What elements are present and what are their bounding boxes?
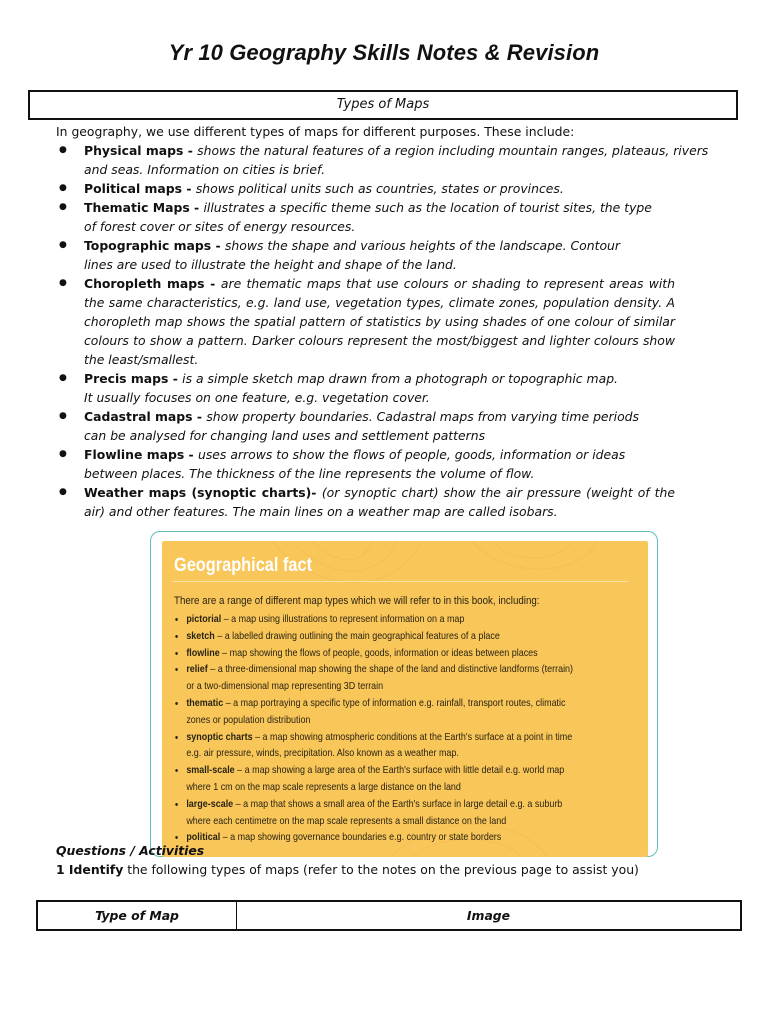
section-heading-box — [28, 90, 738, 120]
term: Choropleth maps - — [84, 276, 221, 291]
list-item-thematic-maps — [56, 198, 675, 236]
map-types-list — [56, 141, 756, 521]
description: – a map portraying a specific type of information e.g. rainfall, transport routes, climatic — [223, 697, 566, 709]
description: – a map showing a large area of the Earth's surface with little detail e.g. world map — [234, 765, 565, 777]
fact-item-pictorial — [174, 612, 632, 629]
fact-item-sketch — [174, 629, 632, 646]
description: or a two-dimensional map representing 3D terrain — [186, 681, 384, 693]
description: show property boundaries. Cadastral maps from varying time periods — [206, 409, 639, 424]
description: – a map showing atmospheric conditions at the Earth's surface at a point in time — [252, 731, 573, 743]
description: shows the natural features of a region including mountain ranges, plateaus, rivers — [197, 143, 709, 158]
description: uses arrows to show the flows of people, goods, information or ideas — [198, 447, 626, 462]
fact-item-flowline — [174, 646, 632, 663]
table-header-type-of-map: Type of Map — [38, 902, 237, 929]
description: zones or population distribution — [186, 714, 311, 726]
description: where 1 cm on the map scale represents a large distance on the land — [186, 781, 461, 793]
question-1-keyword: 1 Identify — [56, 862, 124, 877]
term: Cadastral maps - — [84, 409, 207, 424]
fact-item-large-scale — [174, 797, 632, 831]
description: – a map that shows a small area of the Earth's surface in large detail e.g. a suburb — [233, 798, 563, 810]
geographical-fact-box — [162, 541, 648, 857]
list-item-choropleth-maps — [56, 274, 675, 369]
map-types-table — [36, 900, 742, 931]
term: political — [186, 832, 221, 844]
list-item-flowline-maps — [56, 445, 675, 483]
table-header-image: Image — [466, 908, 511, 923]
description: is a simple sketch map drawn from a photograph or topographic map. — [182, 371, 618, 386]
term: small-scale — [186, 765, 235, 777]
description: – a labelled drawing outlining the main geographical features of a place — [214, 630, 500, 642]
fact-item-relief — [174, 662, 632, 696]
term: synoptic charts — [186, 731, 253, 743]
description: – a map showing governance boundaries e.g. country or state borders — [220, 832, 502, 844]
term: Physical maps - — [84, 143, 198, 158]
term: sketch — [186, 630, 215, 642]
fact-box-list — [174, 612, 648, 847]
fact-item-thematic — [174, 696, 632, 730]
list-item-physical-maps — [56, 141, 752, 179]
description: illustrates a specific theme such as the location of tourist sites, the type — [203, 200, 652, 215]
fact-box-intro: There are a range of different map types which we will refer to in this book, including: — [174, 595, 540, 607]
description: are thematic maps that use colours or shading to represent areas with the same characteristics, e.g. land use, vegetation types, climate zones, population density. A choropleth map shows the spatial pattern of statistics by using shades of one colour of similar colours to show a pattern. Darker colours represent the most/biggest and lighter colours show the least/smallest. — [84, 276, 676, 367]
intro-text: In geography, we use different types of maps for different purposes. These include: — [56, 124, 575, 139]
term: pictorial — [186, 614, 222, 625]
section-heading: Types of Maps — [336, 97, 430, 112]
term: Topographic maps - — [84, 238, 225, 253]
description: and seas. Information on cities is brief. — [84, 162, 326, 177]
fact-box-divider — [172, 581, 628, 582]
description: of forest cover or sites of energy resources. — [84, 219, 356, 234]
list-item-precis-maps — [56, 369, 675, 407]
term: Political maps - — [84, 181, 196, 196]
page-title: Yr 10 Geography Skills Notes & Revision — [168, 40, 600, 65]
description: – map showing the flows of people, goods, information or ideas between places — [219, 647, 538, 659]
description: e.g. air pressure, winds, precipitation. Also known as a weather map. — [186, 748, 459, 760]
question-1 — [56, 862, 639, 877]
description: shows political units such as countries, states or provinces. — [195, 181, 564, 196]
description: can be analysed for changing land uses and settlement patterns — [84, 428, 486, 443]
list-item-cadastral-maps — [56, 407, 675, 445]
term: Weather maps (synoptic charts)- — [84, 485, 322, 500]
fact-item-small-scale — [174, 763, 632, 797]
description: where each centimetre on the map scale represents a small distance on the land — [186, 815, 507, 827]
term: Flowline maps - — [84, 447, 198, 462]
fact-item-political — [174, 830, 632, 847]
description: It usually focuses on one feature, e.g. vegetation cover. — [84, 390, 430, 405]
questions-heading: Questions / Activities — [56, 843, 205, 858]
description: (or synoptic chart) show the air pressure (weight of the air) and other features. The main lines on a weather map are called isobars. — [84, 485, 675, 519]
term: Precis maps - — [84, 371, 183, 386]
list-item-weather-maps — [56, 483, 675, 521]
list-item-topographic-maps — [56, 236, 675, 274]
description: – a three-dimensional map showing the shape of the land and distinctive landforms (terrain) — [207, 664, 574, 676]
description: lines are used to illustrate the height and shape of the land. — [84, 257, 457, 272]
term: Thematic Maps - — [84, 200, 204, 215]
term: relief — [186, 664, 208, 676]
term: large-scale — [186, 798, 234, 810]
list-item-political-maps — [56, 179, 675, 198]
description: shows the shape and various heights of the landscape. Contour — [224, 238, 620, 253]
description: between places. The thickness of the line represents the volume of flow. — [84, 466, 535, 481]
term: thematic — [186, 697, 224, 709]
fact-box-heading: Geographical fact — [174, 555, 313, 576]
description: – a map using illustrations to represent information on a map — [221, 614, 465, 625]
fact-item-synoptic-charts — [174, 730, 632, 764]
question-1-text: the following types of maps (refer to the notes on the previous page to assist you) — [123, 862, 639, 877]
term: flowline — [186, 647, 220, 659]
